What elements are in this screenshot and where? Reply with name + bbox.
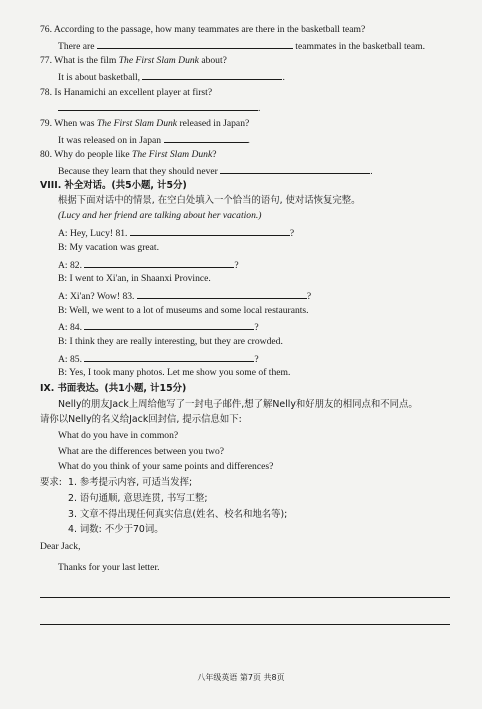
answer-79-line: It was released on in Japan .	[58, 135, 250, 146]
answer-77-start: It is about basketball,	[58, 72, 141, 83]
letter-opening: Thanks for your last letter.	[58, 562, 160, 573]
answer-83-blank[interactable]	[137, 289, 307, 299]
answer-80-blank[interactable]	[220, 164, 370, 174]
answer-77-blank[interactable]	[142, 70, 282, 80]
answer-80-line: Because they learn that they should never .	[58, 166, 373, 177]
answer-79-blank[interactable]	[164, 133, 248, 143]
answer-76-line	[58, 39, 425, 53]
answer-85-blank[interactable]	[84, 352, 254, 362]
dialogue-line-82: A: 82. ?	[58, 260, 239, 271]
dialogue-scene: (Lucy and her friend are talking about her vacation.)	[58, 210, 262, 221]
answer-80-start: Because they learn that they should never	[58, 166, 218, 177]
requirement-1: 1. 参考提示内容, 可适当发挥;	[68, 477, 193, 488]
requirement-4: 4. 词数: 不少于70词。	[68, 524, 164, 535]
dialogue-line-84: A: 84. ?	[58, 322, 259, 333]
dialogue-line-b4: B: I think they are really interesting, but they are crowded.	[58, 336, 283, 347]
dialogue-line-83: A: Xi'an? Wow! 83. ?	[58, 291, 312, 302]
writing-intro-1: Nelly的朋友Jack上周给他写了一封电子邮件,想了解Nelly和好朋友的相同点和不同点。	[58, 399, 418, 410]
film-title: The First Slam Dunk	[118, 55, 199, 66]
dialogue-line-b1: B: My vacation was great.	[58, 242, 159, 253]
question-78: 78. Is Hanamichi an excellent player at first?	[40, 87, 213, 98]
writing-line-2[interactable]	[40, 624, 450, 625]
requirement-2: 2. 语句通顺, 意思连贯, 书写工整;	[68, 493, 208, 504]
answer-78-blank[interactable]	[58, 101, 258, 111]
answer-76-end: teammates in the basketball team.	[295, 41, 426, 52]
section-8-heading: VIII. 补全对话。(共5小题, 计5分)	[40, 180, 187, 191]
requirements-label: 要求:	[40, 477, 62, 488]
answer-76-blank[interactable]	[97, 39, 293, 49]
writing-prompt-2: What are the differences between you two?	[58, 446, 225, 457]
answer-77-line: It is about basketball, .	[58, 72, 285, 83]
film-title: The First Slam Dunk	[132, 149, 213, 160]
section-9-heading: IX. 书面表达。(共1小题, 计15分)	[40, 383, 187, 394]
writing-prompt-3: What do you think of your same points and differences?	[58, 461, 274, 472]
question-80: 80. Why do people like The First Slam Dunk?	[40, 149, 217, 160]
film-title: The First Slam Dunk	[96, 118, 178, 129]
writing-prompt-1: What do you have in common?	[58, 430, 179, 441]
dialogue-line-b5: B: Yes, I took many photos. Let me show you some of them.	[58, 367, 291, 378]
answer-78-line: .	[58, 101, 260, 115]
question-79: 79. When was The First Slam Dunk released in Japan?	[40, 118, 250, 129]
answer-84-blank[interactable]	[84, 320, 254, 330]
answer-76-start: There are	[58, 41, 95, 52]
question-76: 76. According to the passage, how many teammates are there in the basketball team?	[40, 24, 366, 35]
answer-82-blank[interactable]	[84, 258, 234, 268]
answer-81-blank[interactable]	[130, 226, 290, 236]
question-77: 77. What is the film The First Slam Dunk about?	[40, 55, 227, 66]
page-footer: 八年级英语 第7页 共8页	[197, 673, 285, 682]
dialogue-line-b3: B: Well, we went to a lot of museums and some local restaurants.	[58, 305, 309, 316]
writing-line-1[interactable]	[40, 597, 450, 598]
answer-79-start: It was released on in Japan	[58, 135, 162, 146]
letter-salutation: Dear Jack,	[40, 541, 81, 552]
section-8-instruction: 根据下面对话中的情景, 在空白处填入一个恰当的语句, 使对话恢复完整。	[58, 195, 361, 206]
dialogue-line-81: A: Hey, Lucy! 81. ?	[58, 228, 295, 239]
writing-intro-2: 请你以Nelly的名义给Jack回封信, 提示信息如下:	[40, 414, 242, 425]
dialogue-line-b2: B: I went to Xi'an, in Shaanxi Province.	[58, 273, 211, 284]
dialogue-line-85: A: 85. ?	[58, 354, 259, 365]
requirement-3: 3. 文章不得出现任何真实信息(姓名、校名和地名等);	[68, 509, 288, 520]
